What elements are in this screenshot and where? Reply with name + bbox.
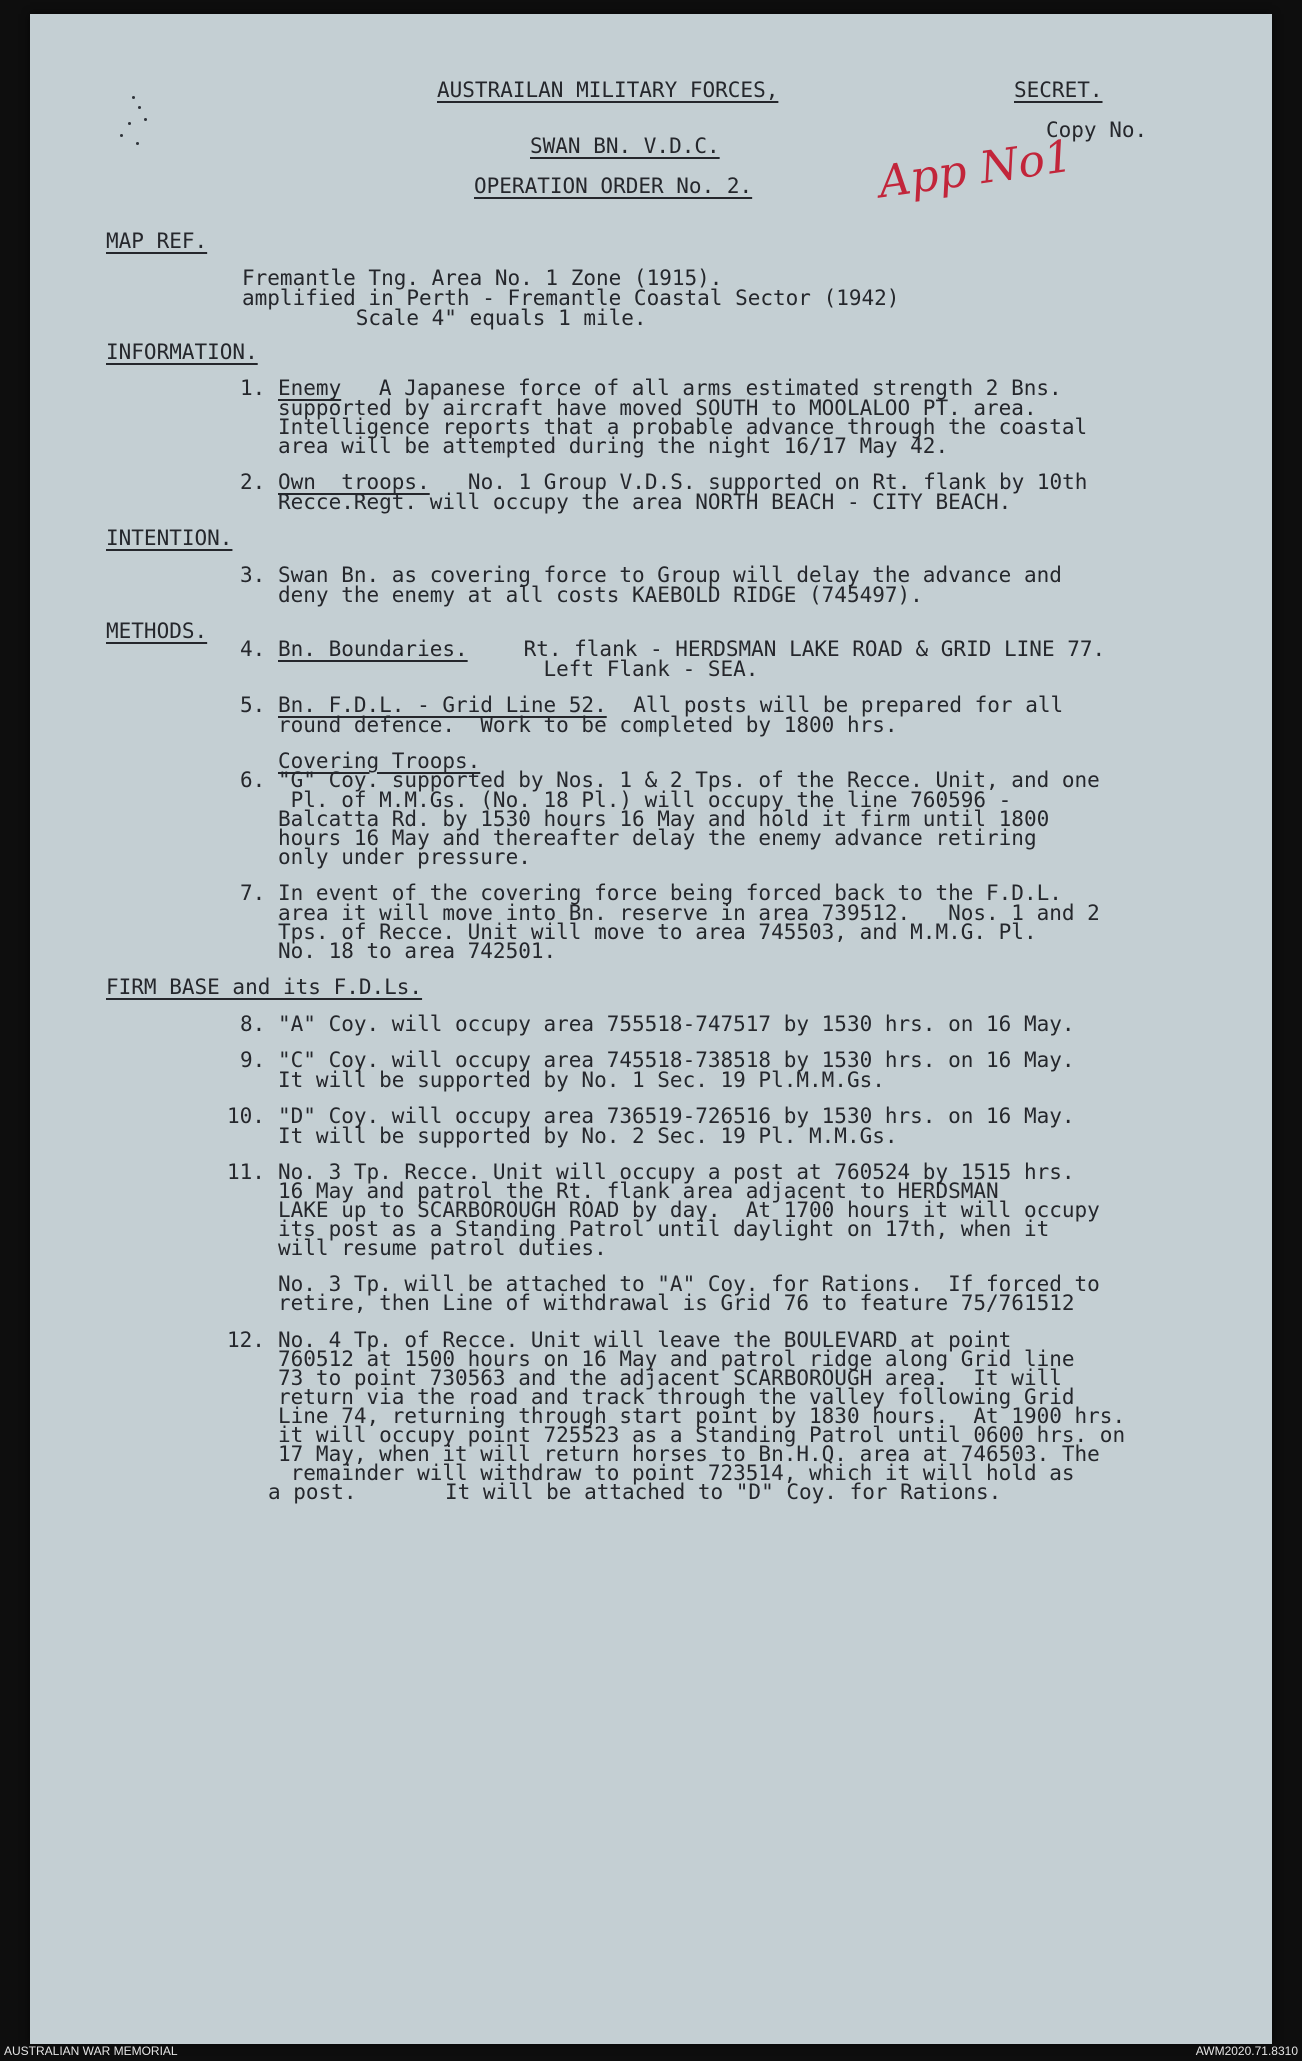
section-map-ref: MAP REF. xyxy=(106,229,208,253)
para-11-line: No. 3 Tp. Recce. Unit will occupy a post at 760524 by 1515 hrs. xyxy=(278,1160,1075,1184)
para-7-number: 7. xyxy=(240,881,266,905)
para-11-line: 16 May and patrol the Rt. flank area adjacent to HERDSMAN xyxy=(278,1179,999,1203)
para-6-line: Balcatta Rd. by 1530 hours 16 May and hold it firm until 1800 xyxy=(278,807,1050,831)
para-12-line: Line 74, returning through start point by 1830 hours. At 1900 hrs. xyxy=(278,1404,1126,1428)
footer-accession-number: AWM2020.71.8310 xyxy=(1195,2044,1298,2058)
para-2-title: Own troops. xyxy=(278,470,430,494)
footer-institution: AUSTRALIAN WAR MEMORIAL xyxy=(4,2044,178,2058)
classification: SECRET. xyxy=(1014,78,1103,102)
para-1-line: area will be attempted during the night 16/17 May 42. xyxy=(278,434,949,458)
handwritten-appendix-note: App No1 xyxy=(875,130,1076,209)
para-12-line: 73 to point 730563 and the adjacent SCARBOROUGH area. It will xyxy=(278,1366,1062,1390)
para-1-line: A Japanese force of all arms estimated strength 2 Bns. xyxy=(341,376,1062,400)
para-3-line: Swan Bn. as covering force to Group will delay the advance and xyxy=(278,563,1062,587)
para-12-line: 760512 at 1500 hours on 16 May and patrol ridge along Grid line xyxy=(278,1347,1075,1371)
para-6-line: "G" Coy. supported by Nos. 1 & 2 Tps. of the Recce. Unit, and one xyxy=(278,768,1100,792)
para-1-number: 1. xyxy=(240,376,266,400)
para-10-line: "D" Coy. will occupy area 736519-726516 by 1530 hrs. on 16 May. xyxy=(278,1104,1075,1128)
para-1-line: supported by aircraft have moved SOUTH to MOOLALOO PT. area. xyxy=(278,396,1037,420)
para-8-line: "A" Coy. will occupy area 755518-747517 by 1530 hrs. on 16 May. xyxy=(278,1012,1075,1036)
para-6-line: only under pressure. xyxy=(278,845,531,869)
para-7-line: In event of the covering force being forced back to the F.D.L. xyxy=(278,881,1062,905)
covering-troops-heading: Covering Troops. xyxy=(278,749,481,773)
para-10-number: 10. xyxy=(227,1104,265,1128)
map-ref-line-1: Fremantle Tng. Area No. 1 Zone (1915). xyxy=(242,266,723,290)
para-4-line: Left Flank - SEA. xyxy=(278,657,759,681)
map-ref-line-2: amplified in Perth - Fremantle Coastal Sector (1942) xyxy=(242,286,900,310)
para-1-title: Enemy xyxy=(278,376,342,400)
para-11b-line: retire, then Line of withdrawal is Grid 76 to feature 75/761512 xyxy=(278,1291,1075,1315)
para-12-line: 17 May, when it will return horses to Bn.H.Q. area at 746503. The xyxy=(278,1442,1100,1466)
para-6-number: 6. xyxy=(240,768,266,792)
para-7-line: Tps. of Recce. Unit will move to area 745503, and M.M.G. Pl. xyxy=(278,920,1037,944)
para-4-line: Rt. flank - HERDSMAN LAKE ROAD & GRID LINE 77. xyxy=(473,637,1106,661)
para-12-line: a post. It will be attached to "D" Coy. for Rations. xyxy=(268,1480,1002,1504)
para-7-line: No. 18 to area 742501. xyxy=(278,939,557,963)
para-12-number: 12. xyxy=(227,1328,265,1352)
para-11b-line: No. 3 Tp. will be attached to "A" Coy. for Rations. If forced to xyxy=(278,1272,1100,1296)
para-11-line: LAKE up to SCARBOROUGH ROAD by day. At 1700 hours it will occupy xyxy=(278,1198,1100,1222)
para-6-line: hours 16 May and thereafter delay the enemy advance retiring xyxy=(278,826,1037,850)
section-methods: METHODS. xyxy=(106,619,208,643)
para-10-line: It will be supported by No. 2 Sec. 19 Pl. M.M.Gs. xyxy=(278,1124,898,1148)
para-1-line: Intelligence reports that a probable advance through the coastal xyxy=(278,415,1088,439)
para-11-line: will resume patrol duties. xyxy=(278,1236,607,1260)
para-12-line: remainder will withdraw to point 723514, which it will hold as xyxy=(278,1461,1075,1485)
para-9-line: It will be supported by No. 1 Sec. 19 Pl.M.M.Gs. xyxy=(278,1068,885,1092)
order-title: OPERATION ORDER No. 2. xyxy=(474,174,753,198)
para-9-number: 9. xyxy=(240,1048,266,1072)
para-4-number: 4. xyxy=(240,637,266,661)
para-3-number: 3. xyxy=(240,563,266,587)
para-2-number: 2. xyxy=(240,470,266,494)
para-2-line: Recce.Regt. will occupy the area NORTH BEACH - CITY BEACH. xyxy=(278,490,1012,514)
para-12-line: return via the road and track through the valley following Grid xyxy=(278,1385,1075,1409)
para-11-line: its post as a Standing Patrol until daylight on 17th, when it xyxy=(278,1217,1050,1241)
para-12-line: it will occupy point 725523 as a Standing Patrol until 0600 hrs. on xyxy=(278,1423,1126,1447)
section-information: INFORMATION. xyxy=(106,340,258,364)
para-2-line: No. 1 Group V.D.S. supported on Rt. flank by 10th xyxy=(430,470,1088,494)
unit-heading: SWAN BN. V.D.C. xyxy=(530,134,720,158)
para-5-title: Bn. F.D.L. - Grid Line 52. xyxy=(278,693,607,717)
para-5-line: All posts will be prepared for all xyxy=(608,693,1064,717)
para-5-number: 5. xyxy=(240,693,266,717)
copy-number: Copy No. xyxy=(1046,118,1148,142)
map-ref-line-3: Scale 4" equals 1 mile. xyxy=(242,306,647,330)
section-intention: INTENTION. xyxy=(106,526,233,550)
section-firm-base: FIRM BASE and its F.D.Ls. xyxy=(106,975,423,999)
para-12-line: No. 4 Tp. of Recce. Unit will leave the BOULEVARD at point xyxy=(278,1328,1012,1352)
para-3-line: deny the enemy at all costs KAEBOLD RIDGE (745497). xyxy=(278,583,923,607)
para-11-number: 11. xyxy=(227,1160,265,1184)
para-9-line: "C" Coy. will occupy area 745518-738518 by 1530 hrs. on 16 May. xyxy=(278,1048,1075,1072)
org-heading: AUSTRAILAN MILITARY FORCES, xyxy=(437,78,779,102)
para-8-number: 8. xyxy=(240,1012,266,1036)
para-5-line: round defence. Work to be completed by 1800 hrs. xyxy=(278,713,898,737)
para-4-title: Bn. Boundaries. xyxy=(278,637,468,661)
para-6-line: Pl. of M.M.Gs. (No. 18 Pl.) will occupy the line 760596 - xyxy=(278,788,1012,812)
para-7-line: area it will move into Bn. reserve in area 739512. Nos. 1 and 2 xyxy=(278,901,1100,925)
document-page xyxy=(30,14,1272,2044)
